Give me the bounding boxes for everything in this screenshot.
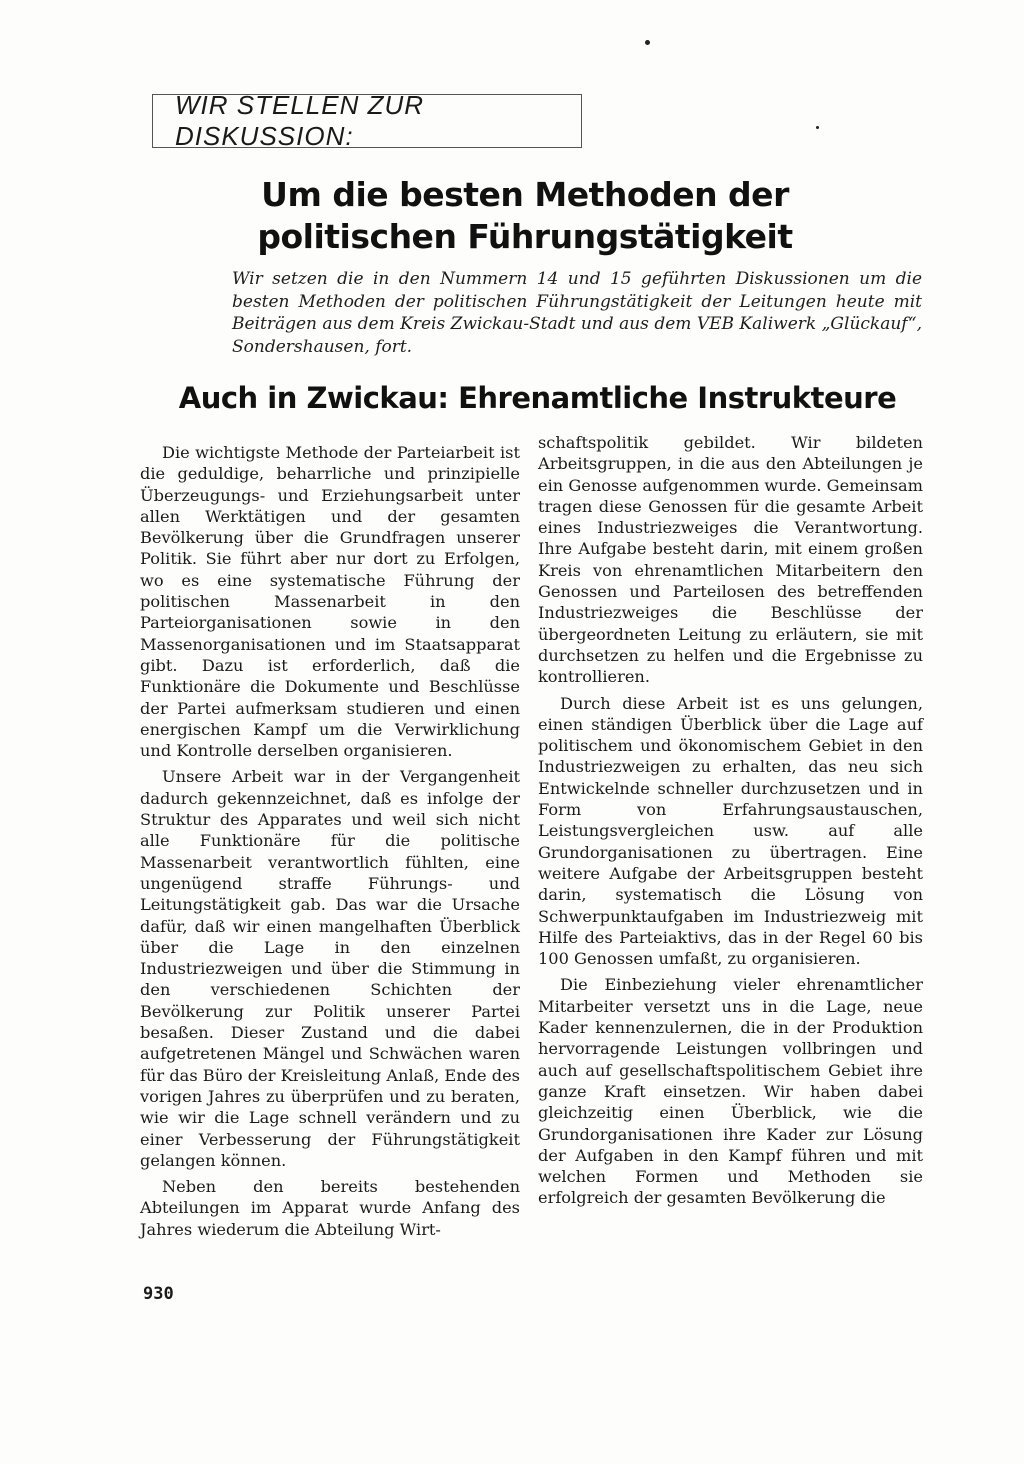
page-number: 930 [143, 1284, 174, 1304]
paragraph: Die Einbeziehung vieler ehrenamtlicher Mitarbeiter versetzt uns in die Lage, neue Kader kennenzulernen, die in der Produktion hervorragende Leistungen vollbringen und auch auf gesellschaftspolitischem Gebiet ihre ganze Kraft einsetzen. Wir haben dabei gleichzeitig einen Überblick, wie die Grundorganisationen ihre Kader zur Lösung der Aufgaben in den Kampf führen und mit welchen Formen und Methoden sie erfolgreich der gesamten Bevölkerung die [538, 975, 923, 1208]
paragraph: schaftspolitik gebildet. Wir bildeten Arbeitsgruppen, in die aus den Abteilungen je ein Genosse aufgenommen wurde. Gemeinsam tragen diese Genossen für die gesamte Arbeit eines Industriezweiges die Verantwortung. Ihre Aufgabe besteht darin, mit einem großen Kreis von ehrenamtlichen Mitarbeitern den Genossen und Parteilosen des betreffenden Industriezweiges die Beschlüsse der übergeordneten Leitung zu erläutern, sie mit durchsetzen zu helfen und die Ergebnisse zu kontrollieren. [538, 433, 923, 687]
article-title: Um die besten Methoden der politischen Führungstätigkeit [257, 175, 793, 256]
paragraph: Neben den bereits bestehenden Abteilungen im Apparat wurde Anfang des Jahres wiederum die Abteilung Wirt- [140, 1177, 520, 1239]
print-speck [645, 40, 650, 45]
paragraph: Durch diese Arbeit ist es uns gelungen, einen ständigen Überblick über die Lage auf politischem und ökonomischem Gebiet in den Industriezweigen zu erhalten, das neu sich Entwickelnde schneller durchzusetzen und in Form von Erfahrungsaustauschen, Leistungsvergleichen usw. auf alle Grundorganisationen zu übertragen. Eine weitere Aufgabe der Arbeitsgruppen besteht darin, systematisch die Lösung von Schwerpunktaufgaben im Industriezweig mit Hilfe des Parteiaktivs, das in der Regel 60 bis 100 Genossen umfaßt, zu organisieren. [538, 693, 923, 969]
right-column [538, 432, 923, 1214]
paragraph: Unsere Arbeit war in der Vergangenheit dadurch gekennzeichnet, daß es infolge der Struktur des Apparates und weil sich nicht alle Funktionäre für die politische Massenarbeit verantwortlich fühlten, eine ungenügend straffe Führungs- und Leitungstätigkeit gab. Das war die Ursache dafür, daß wir einen mangelhaften Überblick über die Lage in den einzelnen Industriezweigen und über die Stimmung in den verschiedenen Schichten der Bevölkerung zur Politik unserer Partei besaßen. Dieser Zustand und die dabei aufgetretenen Mängel und Schwächen waren für das Büro der Kreisleitung Anlaß, Ende des vorigen Jahres zu überprüfen und zu beraten, wie wir die Lage schnell verändern und zu einer Verbesserung der Führungstätigkeit gelangen können. [140, 767, 520, 1170]
article-subtitle: Auch in Zwickau: Ehrenamtliche Instrukteure [178, 381, 897, 415]
left-column [140, 442, 520, 1245]
section-rubric-box [152, 90, 582, 151]
article-intro: Wir setzen die in den Nummern 14 und 15 geführten Diskussionen um die besten Methoden der politischen Führungstätigkeit der Leitungen heute mit Beiträgen aus dem Kreis Zwickau-Stadt und aus dem VEB Kaliwerk „Glückauf“, Sondershausen, fort. [232, 269, 922, 357]
paragraph: Die wichtigste Methode der Parteiarbeit ist die geduldige, beharrliche und prinzipielle Überzeugungs- und Erziehungsarbeit unter allen Werktätigen und der gesamten Bevölkerung über die Grundfragen unserer Politik. Sie führt aber nur dort zu Erfolgen, wo es eine systematische Führung der politischen Massenarbeit in den Parteiorganisationen sowie in den Massenorganisationen und im Staatsapparat gibt. Dazu ist erforderlich, daß die Funktionäre die Dokumente und Beschlüsse der Partei aufmerksam studieren und einen energischen Kampf um die Verwirklichung und Kontrolle derselben organisieren. [140, 443, 520, 761]
print-speck [816, 126, 819, 129]
section-rubric: WIR STELLEN ZUR DISKUSSION: [175, 90, 425, 151]
